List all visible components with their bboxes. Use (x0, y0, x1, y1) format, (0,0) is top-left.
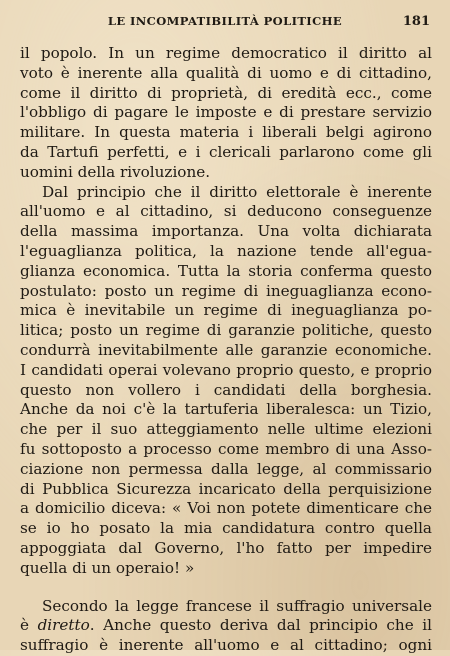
text-line: postulato: posto un regime di ineguaglianza econo- (20, 281, 432, 300)
text-line: il popolo. In un regime democratico il diritto al (20, 44, 432, 62)
text-line: mica è inevitabile un regime di ineguaglianza po- (20, 301, 432, 320)
text-line: militare. In questa materia i liberali belgi agirono (20, 123, 432, 142)
text-line: appoggiata dal Governo, l'ho fatto per impedire (20, 538, 432, 557)
text-line: della massima importanza. Una volta dichiarata (20, 222, 432, 241)
text-line: l'eguaglianza politica, la nazione tende all'egua- (20, 241, 432, 260)
text-line: questo non vollero i candidati della borghesia. (20, 380, 432, 399)
text-line: I candidati operai volevano proprio questo, e proprio (20, 360, 432, 379)
text-line: da Tartufi perfetti, e i clericali parlarono come gli (20, 142, 432, 161)
italic-word: diretto (37, 616, 90, 635)
paragraph-2 (20, 183, 432, 579)
running-title: LE INCOMPATIBILITÀ POLITICHE (107, 14, 343, 28)
text-line: uomini della rivoluzione. (20, 162, 211, 181)
text-line: Dal principio che il diritto elettorale è inerente (42, 182, 432, 201)
text-line: di Pubblica Sicurezza incaricato della perquisizione (20, 479, 432, 498)
text-line: voto è inerente alla qualità di uomo e di cittadino, (20, 63, 432, 82)
text-line: ciazione non permessa dalla legge, al commissario (20, 459, 432, 478)
body-text (20, 44, 432, 656)
paragraph-3 (20, 597, 432, 656)
text-line: che per il suo atteggiamento nelle ultime elezioni (20, 420, 432, 439)
text-line: Anche da noi c'è la tartuferia liberalesca: un Tizio, (20, 400, 432, 419)
page-header (0, 14, 450, 36)
page-number: 181 (402, 14, 430, 29)
text-line: litica; posto un regime di garanzie politiche, questo (20, 321, 432, 340)
text-line: se io ho posato la mia candidatura contro quella (20, 519, 432, 538)
text-line: all'uomo e al cittadino, si deducono conseguenze (20, 202, 432, 221)
text-line: glianza economica. Tutta la storia conferma questo (20, 261, 432, 280)
text-line: l'obbligo di pagare le imposte e di prestare servizio (20, 103, 432, 122)
text-line: a domicilio diceva: « Voi non potete dimenticare che (20, 499, 432, 518)
text-line: condurrà inevitabilmente alle garanzie economiche. (20, 340, 432, 359)
text-line: fu sottoposto a processo come membro di una Asso- (20, 439, 432, 458)
text-line-with-italic: è diretto. Anche questo deriva dal principio che il (20, 616, 432, 635)
paragraph-1 (20, 44, 432, 183)
text-line: come il diritto di proprietà, di eredità ecc., come (20, 83, 432, 102)
text-line: quella di un operaio! » (20, 558, 195, 577)
text-line: Secondo la legge francese il suffragio universale (42, 596, 432, 615)
text-line: suffragio è inerente all'uomo e al cittadino; ogni (20, 636, 432, 655)
